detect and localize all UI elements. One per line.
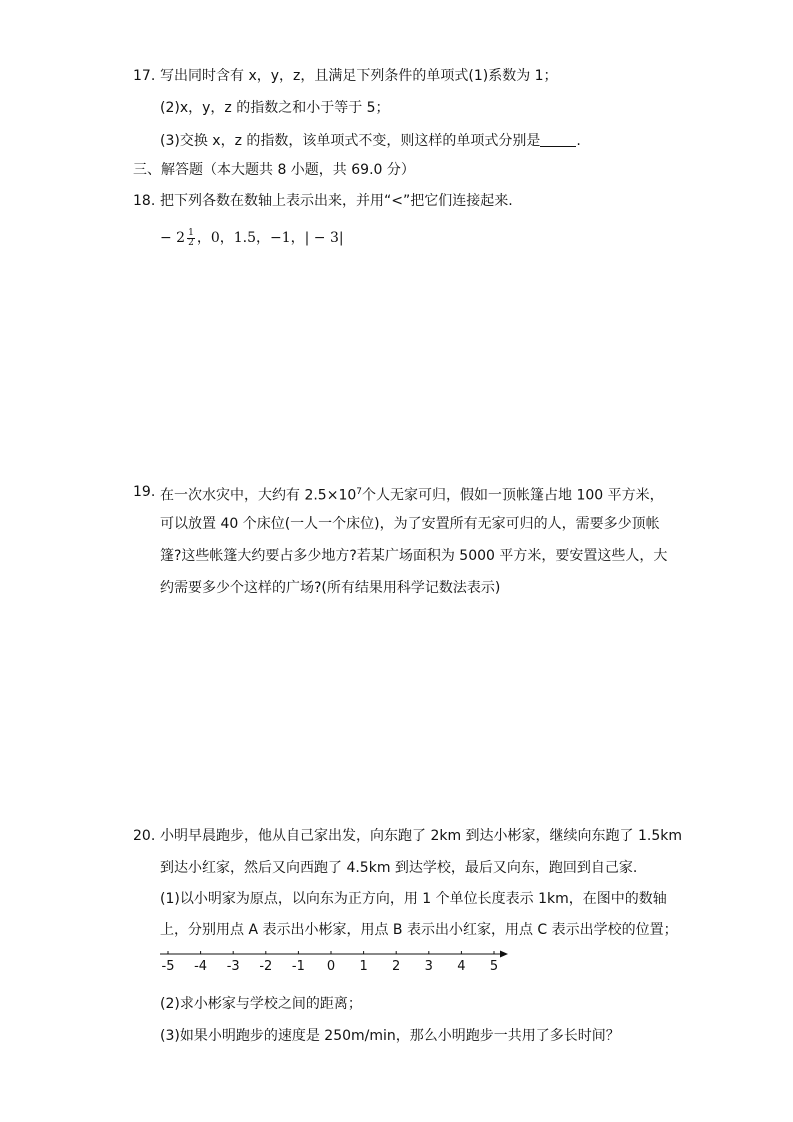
q20-line2: 到达小红家，然后又向西跑了 4.5km 到达学校，最后又向东，跑回到自己家. [160, 860, 638, 876]
axis-tick-label: 0 [326, 959, 336, 974]
q17-line3-end: . [576, 133, 581, 149]
q18-expr-post: ，0，1.5，−1，| − 3| [196, 230, 344, 246]
section-title: 三、解答题（本大题共 8 小题，共 69.0 分） [133, 162, 415, 178]
axis-tick-label: 5 [489, 959, 499, 974]
axis-tick-label: -5 [161, 959, 175, 974]
frac-numerator: 1 [188, 227, 194, 238]
q20-line6: (3)如果小明跑步的速度是 250m/min，那么小明跑步一共用了多长时间？ [160, 1028, 620, 1044]
q18-expression [160, 228, 344, 248]
q18-number: 18. [133, 193, 156, 209]
q20-number: 20. [133, 828, 156, 844]
axis-tick-label: -3 [226, 959, 240, 974]
q17-line3 [160, 131, 581, 151]
axis-tick-label: 4 [457, 959, 466, 974]
axis-tick-label: -2 [259, 959, 273, 974]
q18-line1: 把下列各数在数轴上表示出来，并用“<”把它们连接起来. [160, 193, 513, 209]
answer-blank[interactable] [540, 132, 576, 147]
q17-line3-text: (3)交换 x，z 的指数，该单项式不变，则这样的单项式分别是 [160, 133, 541, 149]
q20-line1: 小明早晨跑步，他从自己家出发，向东跑了 2km 到达小彬家，继续向东跑了 1.5km [160, 828, 683, 844]
q19-exponent: 7 [356, 487, 362, 497]
axis-tick-label: 3 [424, 959, 433, 974]
q17-line2: (2)x，y，z 的指数之和小于等于 5； [160, 100, 390, 116]
axis-tick-label: 2 [392, 959, 401, 974]
q19-line1-b: 个人无家可归，假如一顶帐篷占地 100 平方米， [362, 487, 664, 504]
axis-tick-label: 1 [359, 959, 368, 974]
axis-arrow-icon [500, 951, 508, 958]
q17-number: 17. [133, 68, 156, 84]
mixed-fraction [187, 229, 195, 248]
axis-tick-label: -4 [194, 959, 208, 974]
q19-number: 19. [133, 484, 156, 500]
q19-line1 [160, 482, 664, 506]
q19-line2: 可以放置 40 个床位(一人一个床位)，为了安置所有无家可归的人，需要多少顶帐 [160, 516, 660, 532]
q20-line3: (1)以小明家为原点，以向东为正方向，用 1 个单位长度表示 1km，在图中的数轴 [160, 891, 667, 907]
q20-line5: (2)求小彬家与学校之间的距离； [160, 996, 362, 1012]
q20-line4: 上，分别用点 A 表示出小彬家，用点 B 表示出小红家，用点 C 表示出学校的位置； [160, 922, 678, 938]
axis-tick-label: -1 [291, 959, 305, 974]
q18-expr-pre: − 2 [160, 230, 186, 246]
q17-line1: 写出同时含有 x，y，z，且满足下列条件的单项式(1)系数为 1； [160, 68, 558, 84]
q19-line1-a: 在一次水灾中，大约有 2.5×10 [160, 487, 357, 504]
number-line [158, 948, 518, 980]
q19-line4: 约需要多少个这样的广场?(所有结果用科学记数法表示) [160, 580, 501, 596]
q19-line3: 篷?这些帐篷大约要占多少地方?若某广场面积为 5000 平方米，要安置这些人，大 [160, 548, 668, 564]
frac-denominator: 2 [188, 237, 194, 248]
